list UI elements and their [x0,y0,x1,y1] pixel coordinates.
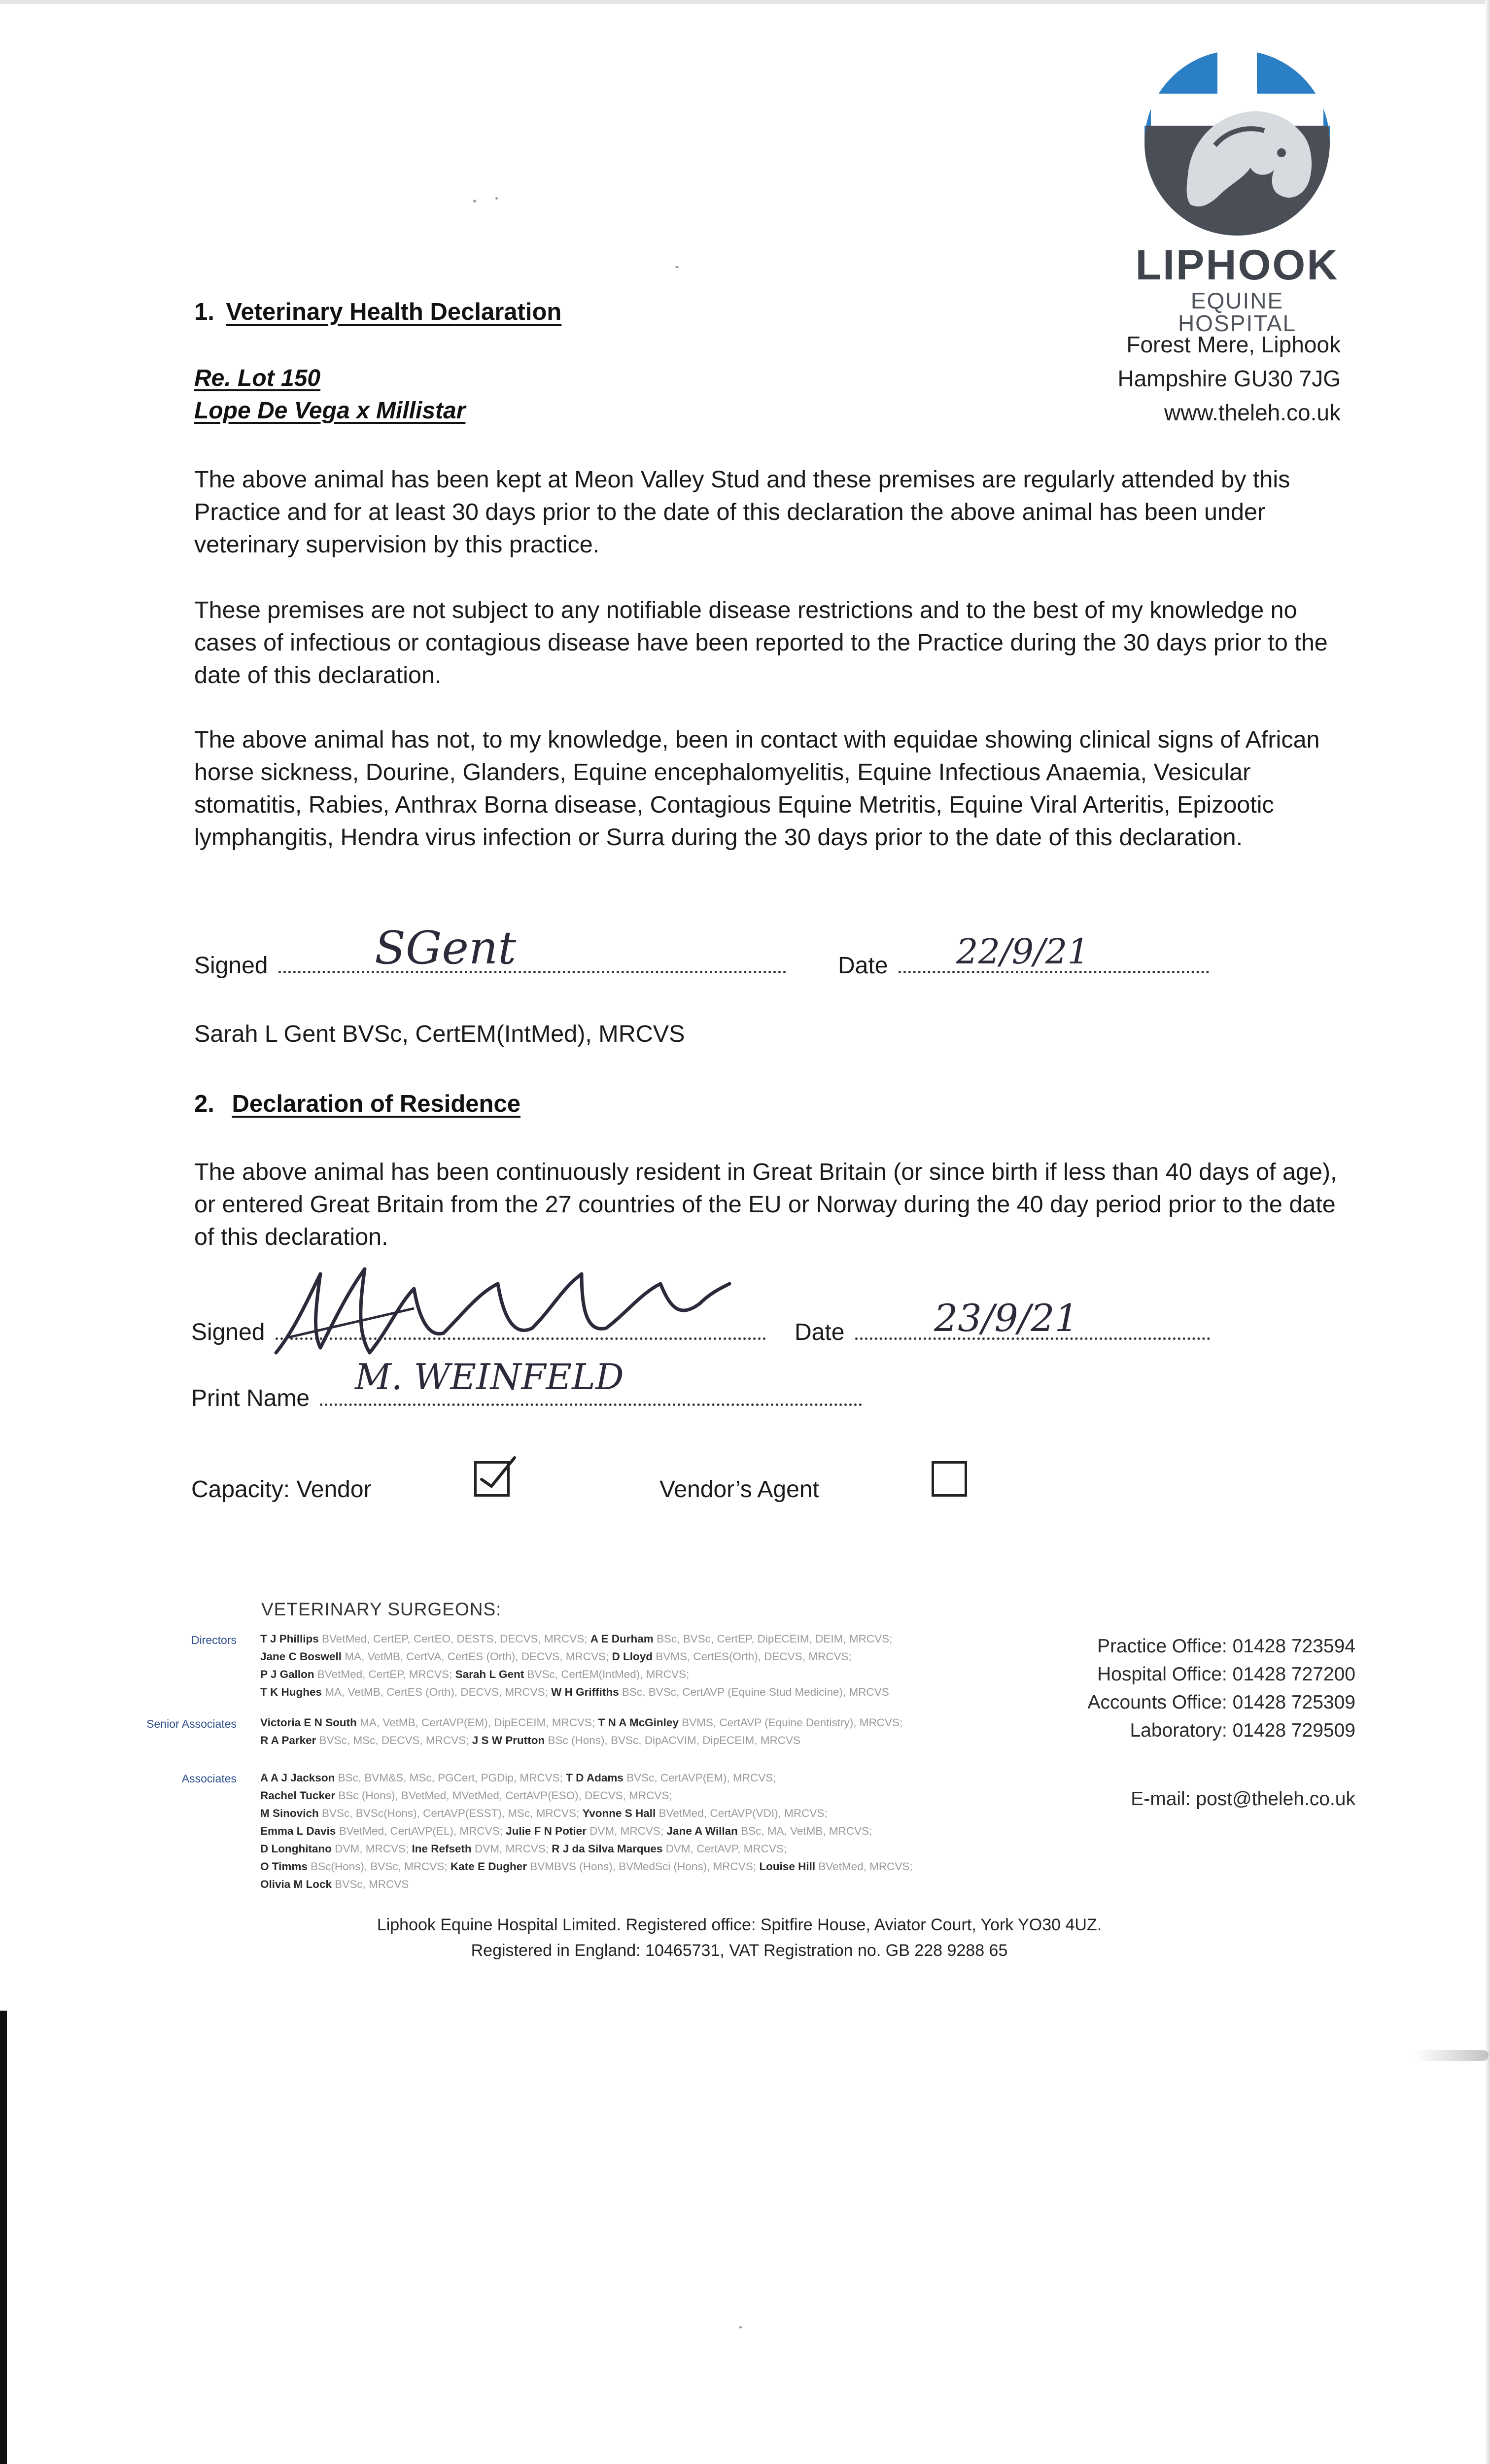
lot-reference: Re. Lot 150 [194,365,321,391]
surgeon-qualifications: BVSc, MRCVS [332,1878,409,1890]
surgeon-qualifications: BVetMed, CertAVP(EL), MRCVS; [336,1825,506,1837]
surgeon-qualifications: MA, VetMB, CertAVP(EM), DipECEIM, MRCVS; [356,1716,598,1729]
hospital-address [1084,328,1341,430]
laboratory-phone[interactable]: Laboratory: 01428 729509 [1130,1720,1355,1741]
scan-edge-right [1485,0,1490,2464]
surgeon-qualifications: BVMBVS (Hons), BVMedSci (Hons), MRCVS; [526,1860,760,1873]
surgeon-qualifications: BVetMed, CertAVP(VDI), MRCVS; [656,1807,828,1819]
senior-associates-list [260,1714,1049,1749]
vendor-date-value: 23/9/21 [934,1296,1078,1340]
vet-surgeons-title: VETERINARY SURGEONS: [261,1599,502,1619]
surgeon-name: Yvonne S Hall [582,1807,656,1819]
office-phones [1010,1632,1355,1745]
accounts-office-phone[interactable]: Accounts Office: 01428 725309 [1087,1692,1355,1713]
capacity-vendor-label: Capacity: Vendor [191,1476,372,1503]
surgeon-name: Ine Refseth [412,1843,472,1855]
surgeon-row [260,1714,1049,1732]
surgeon-name: T N A McGinley [598,1716,679,1729]
surgeon-qualifications: MA, VetMB, CertVA, CertES (Orth), DECVS, MRCVS; [342,1650,612,1663]
surgeon-row [260,1805,1049,1822]
surgeon-row [260,1876,1049,1893]
surgeon-name: Louise Hill [759,1860,816,1873]
surgeon-qualifications: BVetMed, MRCVS; [815,1860,913,1873]
surgeon-qualifications: BVSc, BVSc(Hons), CertAVP(ESST), MSc, MRCVS; [318,1807,583,1819]
surgeon-name: T D Adams [566,1772,624,1784]
print-name-label: Print Name [191,1385,310,1411]
vet-date-value: 22/9/21 [956,931,1089,972]
surgeon-name: Jane A Willan [666,1825,738,1837]
scan-speck [675,266,679,268]
vendor-signature [266,1254,739,1368]
footer-registered-office: Liphook Equine Hospital Limited. Registered office: Spitfire House, Aviator Court, York YO30 4UZ. [377,1916,1102,1934]
company-footer [197,1912,1282,1963]
surgeon-qualifications: MA, VetMB, CertES (Orth), DECVS, MRCVS; [322,1686,552,1698]
surgeon-row [260,1822,1049,1840]
surgeon-name: Emma L Davis [260,1825,336,1837]
surgeon-qualifications: BSc (Hons), BVSc, DipACVIM, DipECEIM, MRCVS [545,1734,801,1746]
surgeon-qualifications: BSc, MA, VetMB, MRCVS; [737,1825,872,1837]
surgeon-name: Jane C Boswell [260,1650,342,1663]
surgeon-name: D Lloyd [612,1650,653,1663]
vendor-date-label: Date [795,1319,845,1345]
horse-breeding: Lope De Vega x Millistar [194,398,466,424]
checkmark-icon [474,1454,519,1493]
surgeon-name: P J Gallon [260,1668,314,1680]
disease-restriction-paragraph: These premises are not subject to any notifiable disease restrictions and to the best of my knowledge no cases of infectious or contagious disease have been reported to the Practice during the 30 days prior to the date of this declaration. [194,597,1328,688]
print-name-line[interactable] [320,1399,862,1406]
surgeon-name: M Sinovich [260,1807,319,1819]
surgeon-name: T K Hughes [260,1686,322,1698]
surgeon-qualifications: BVetMed, CertEP, MRCVS; [314,1668,455,1680]
vet-signature: SGent [375,922,517,974]
surgeon-qualifications: BVSc, MSc, DECVS, MRCVS; [316,1734,472,1746]
surgeon-name: Victoria E N South [260,1716,357,1729]
section-2-title: Declaration of Residence [232,1091,520,1117]
scan-speck [495,197,498,200]
surgeon-name: T J Phillips [260,1633,319,1645]
surgeon-row [260,1666,1049,1683]
section-2-number: 2. [194,1091,214,1117]
surgeon-qualifications: BVSc, CertAVP(EM), MRCVS; [623,1772,776,1784]
vet-signed-label: Signed [194,953,268,979]
surgeon-name: Sarah L Gent [455,1668,524,1680]
vet-date-label: Date [838,953,888,979]
address-line-1: Forest Mere, Liphook [1126,332,1341,357]
surgeon-qualifications: DVM, MRCVS; [471,1843,552,1855]
surgeon-row [260,1840,1049,1858]
address-website[interactable]: www.theleh.co.uk [1164,400,1341,425]
scan-smudge [1415,2050,1489,2061]
hospital-office-phone[interactable]: Hospital Office: 01428 727200 [1097,1664,1355,1685]
scan-edge-left [0,2011,7,2464]
scan-speck [739,2326,742,2328]
surgeon-name: O Timms [260,1860,308,1873]
associates-list [260,1769,1049,1893]
surgeon-qualifications: BVetMed, CertEP, CertEO, DESTS, DECVS, MRCVS; [318,1633,590,1645]
supervision-paragraph: The above animal has been kept at Meon Valley Stud and these premises are regularly attended by this Practice and for at least 30 days prior to the date of this declaration the above animal has been under veterinary supervision by this practice. [194,466,1290,558]
surgeon-qualifications: BVSc, CertEM(IntMed), MRCVS; [524,1668,690,1680]
print-name-value: M. WEINFELD [355,1356,624,1398]
surgeon-name: D Longhitano [260,1843,332,1855]
practice-office-phone[interactable]: Practice Office: 01428 723594 [1097,1636,1355,1657]
surgeon-row [260,1858,1049,1876]
surgeon-name: J S W Prutton [472,1734,545,1746]
surgeon-name: R A Parker [260,1734,316,1746]
vet-signature-line[interactable] [278,966,786,973]
agent-checkbox[interactable] [932,1461,967,1497]
surgeon-qualifications: DVM, CertAVP, MRCVS; [662,1843,787,1855]
surgeon-name: Kate E Dugher [450,1860,527,1873]
scan-speck [473,200,476,203]
surgeon-qualifications: BVMS, CertES(Orth), DECVS, MRCVS; [653,1650,852,1663]
surgeon-qualifications: BSc (Hons), BVetMed, MVetMed, CertAVP(ESO), DECVS, MRCVS; [335,1789,672,1802]
section-2-heading [194,1090,520,1118]
surgeon-row [260,1683,1049,1701]
section-1-title: Veterinary Health Declaration [226,299,562,325]
vendor-checkbox[interactable] [474,1461,510,1497]
directors-label: Directors [191,1634,237,1646]
surgeon-name: Rachel Tucker [260,1789,336,1802]
footer-registration: Registered in England: 10465731, VAT Registration no. GB 228 9288 65 [471,1941,1008,1960]
horse-head-icon [1141,47,1333,239]
surgeon-row [260,1769,1049,1787]
surgeon-qualifications: DVM, MRCVS; [331,1843,412,1855]
address-line-2: Hampshire GU30 7JG [1117,366,1341,391]
vet-signatory: Sarah L Gent BVSc, CertEM(IntMed), MRCVS [194,1021,685,1047]
surgeon-name: Olivia M Lock [260,1878,332,1890]
surgeon-name: Julie F N Potier [506,1825,587,1837]
surgeon-name: R J da Silva Marques [552,1843,663,1855]
logo-name: LIPHOOK [1135,241,1339,289]
directors-list [260,1630,1049,1701]
surgeon-qualifications: BSc, BVSc, CertAVP (Equine Stud Medicine), MRCVS [619,1686,889,1698]
surgeon-qualifications: BSc, BVSc, CertEP, DipECEIM, DEIM, MRCVS; [653,1633,893,1645]
contact-paragraph: The above animal has not, to my knowledge, been in contact with equidae showing clinical signs of African horse sickness, Dourine, Glanders, Equine encephalomyelitis, Equine Infectious Anaemia, Vesicular stomatitis, Rabies, Anthrax Borna disease, Contagious Equine Metritis, Equine Viral Arteritis, Epizootic lymphangitis, Hendra virus infection or Surra during the 30 days prior to the date of this declaration. [194,726,1320,851]
hospital-logo [1134,47,1341,336]
contact-email[interactable]: E-mail: post@theleh.co.uk [1131,1788,1355,1810]
surgeon-row [260,1630,1049,1648]
logo-subtitle: EQUINE HOSPITAL [1178,288,1297,336]
surgeon-name: A E Durham [590,1633,654,1645]
surgeon-qualifications: DVM, MRCVS; [586,1825,667,1837]
associates-label: Associates [181,1772,237,1785]
surgeon-name: A A J Jackson [260,1772,335,1784]
surgeon-row [260,1787,1049,1805]
surgeon-row [260,1732,1049,1749]
scan-edge-top [0,0,1490,4]
surgeon-qualifications: BSc, BVM&S, MSc, PGCert, PGDip, MRCVS; [335,1772,566,1784]
section-1-heading [194,298,561,326]
surgeon-row [260,1648,1049,1666]
surgeon-qualifications: BVMS, CertAVP (Equine Dentistry), MRCVS; [678,1716,903,1729]
senior-associates-label: Senior Associates [146,1717,237,1730]
surgeon-qualifications: BSc(Hons), BVSc, MRCVS; [307,1860,450,1873]
section-1-number: 1. [194,299,214,325]
surgeon-name: W H Griffiths [551,1686,619,1698]
vendor-signed-label: Signed [191,1319,265,1345]
residence-paragraph: The above animal has been continuously resident in Great Britain (or since birth if less than 40 days of age), or entered Great Britain from the 27 countries of the EU or Norway during the 40 day period prior to the date of this declaration. [194,1159,1337,1250]
vendors-agent-label: Vendor’s Agent [659,1476,819,1503]
